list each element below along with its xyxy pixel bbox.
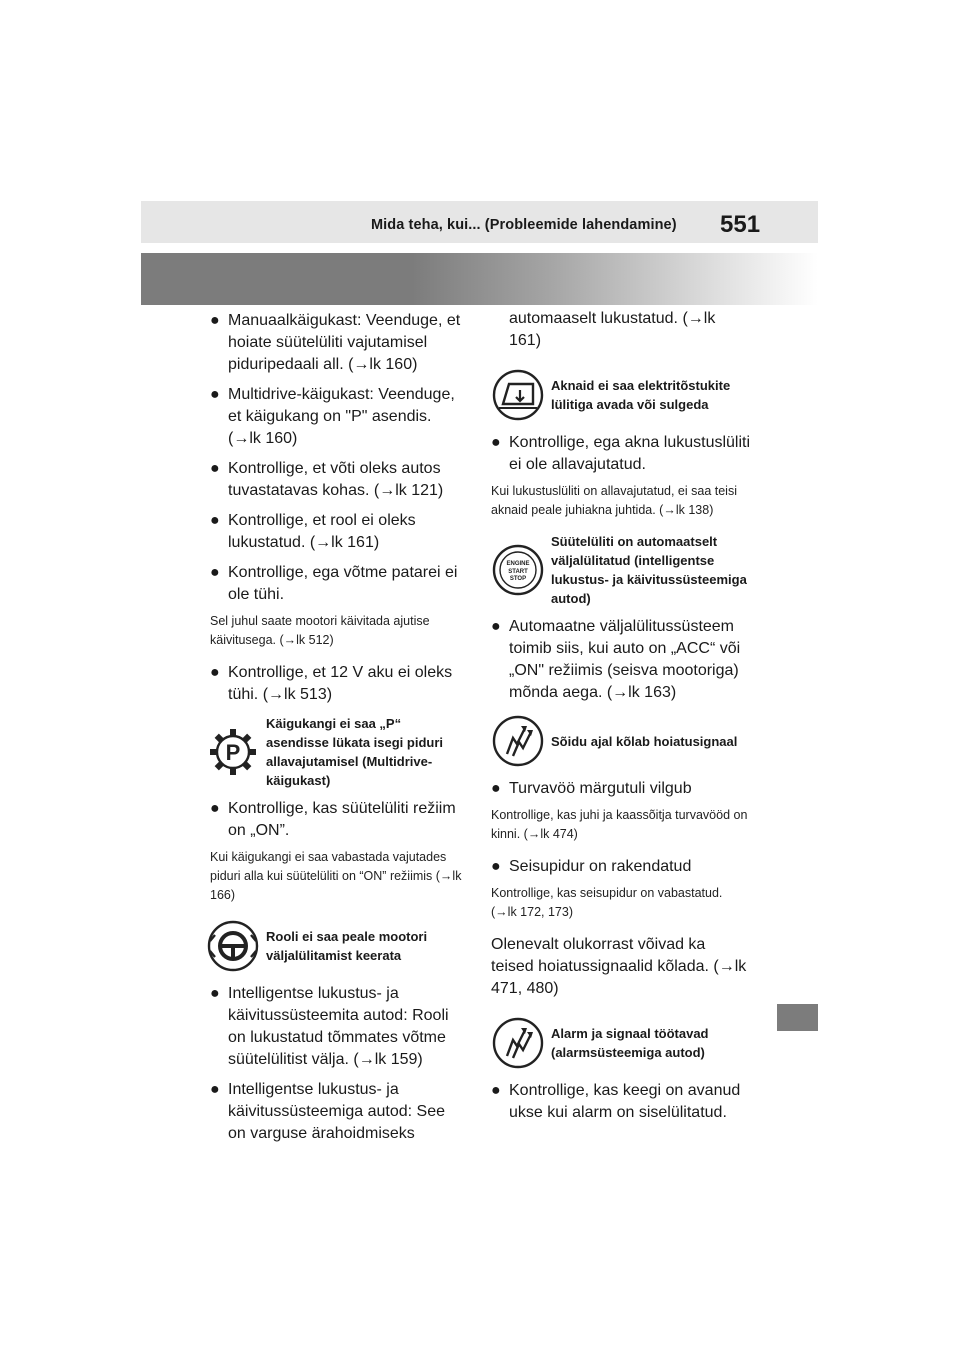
shift-lock-gear-icon (206, 725, 260, 779)
steering-lock-icon (206, 919, 260, 973)
list-item: ● Turvavöö märgutuli vilgub (491, 780, 692, 797)
heading-engine-switch: Süütelüliti on automaatselt väljalülitatud (intelligentse lukustus- ja käivitussüsteemiga autod) (551, 534, 747, 606)
section-heading (491, 1016, 751, 1070)
list-item: ● Intelligentse lukustus- ja käivitussüsteemita autod: Rooli on lukustatud tõmmates võtme süütelülitist välja. (→lk 159) (210, 985, 449, 1068)
list-item: ● Intelligentse lukustus- ja käivitussüsteemiga autod: See on varguse ärahoidmiseks (210, 1081, 446, 1142)
list-item: ● Kontrollige, ega võtme patarei ei ole tühi. (210, 564, 458, 603)
warning-buzzer-icon (491, 714, 545, 768)
section-heading (491, 368, 751, 422)
list-item: ● Kontrollige, et rool ei oleks lukustatud. (→lk 161) (210, 512, 416, 551)
list-item: ● Kontrollige, et võti oleks autos tuvastatavas kohas. (→lk 121) (210, 460, 444, 499)
note-text: Kui lukustuslüliti on allavajutatud, ei saa teisi aknaid peale juhiakna juhtida. (→lk 138) (491, 484, 737, 517)
svg-text:ENGINE: ENGINE (506, 561, 530, 567)
left-column (210, 310, 466, 1153)
section-heading (491, 714, 751, 768)
svg-text:P: P (225, 740, 241, 765)
svg-text:STOP: STOP (509, 576, 527, 582)
list-item: ● Automaatne väljalülitussüsteem toimib siis, kui auto on „ACC“ või „ON" režiimis (seisva mootoriga) mõnda aega. (→lk 163) (491, 618, 741, 701)
heading-shift-lever: Käigukangi ei saa „P“ asendisse lükata isegi piduri allavajutamisel (Multidrive-käigukast) (266, 716, 444, 788)
chapter-tab (777, 1004, 818, 1031)
note-text: Kontrollige, kas juhi ja kaassõitja turvavööd on kinni. (→lk 474) (491, 808, 748, 841)
section-heading (206, 919, 466, 973)
engine-start-stop-icon (491, 543, 545, 597)
list-item: ● Kontrollige, kas keegi on avanud ukse kui alarm on siselülitatud. (491, 1082, 741, 1121)
note-text: Kui käigukangi ei saa vabastada vajutades piduri alla kui süütelüliti on “ON” režiimis (→lk 166) (210, 850, 462, 902)
section-title: Mida teha, kui... (Probleemide lahendamine) (371, 217, 677, 233)
paragraph-text: Olenevalt olukorrast võivad ka teised hoiatussignaalid kõlada. (→lk 471, 480) (491, 936, 747, 997)
section-heading (206, 714, 466, 790)
list-item: ● Manuaalkäigukast: Veenduge, et hoiate süütelüliti vajutamisel piduripedaali all. (→lk 160) (210, 312, 461, 373)
window-lock-icon (491, 368, 545, 422)
right-column (491, 310, 751, 1132)
page-number: 551 (720, 211, 761, 238)
note-text: Sel juhul saate mootori käivitada ajutise käivitusega. (→lk 512) (210, 614, 430, 647)
note-text: Kontrollige, kas seisupidur on vabastatud. (→lk 172, 173) (491, 886, 723, 919)
svg-text:START: START (508, 569, 528, 575)
list-item: ● Multidrive-käigukast: Veenduge, et käigukang on "P" asendis. (→lk 160) (210, 386, 455, 447)
warning-buzzer-icon (491, 1016, 545, 1070)
header-gradient-bar (141, 253, 818, 305)
list-item: ● Kontrollige, ega akna lukustuslüliti ei ole allavajutatud. (491, 434, 751, 473)
list-item: ● Seisupidur on rakendatud (491, 858, 692, 875)
list-item: ● Kontrollige, kas süütelüliti režiim on „ON”. (210, 800, 456, 839)
section-heading (491, 532, 751, 608)
heading-window: Aknaid ei saa elektritõstukite lülitiga avada või sulgeda (551, 378, 731, 412)
heading-alarm: Alarm ja signaal töötavad (alarmsüsteemiga autod) (551, 1026, 709, 1060)
continued-text: automaaselt lukustatud. (→lk 161) (509, 310, 716, 349)
heading-warning-signal: Sõidu ajal kõlab hoiatusignaal (551, 733, 738, 749)
heading-steering: Rooli ei saa peale mootori väljalülitamist keerata (266, 929, 428, 963)
list-item: ● Kontrollige, et 12 V aku ei oleks tühi. (→lk 513) (210, 664, 453, 703)
